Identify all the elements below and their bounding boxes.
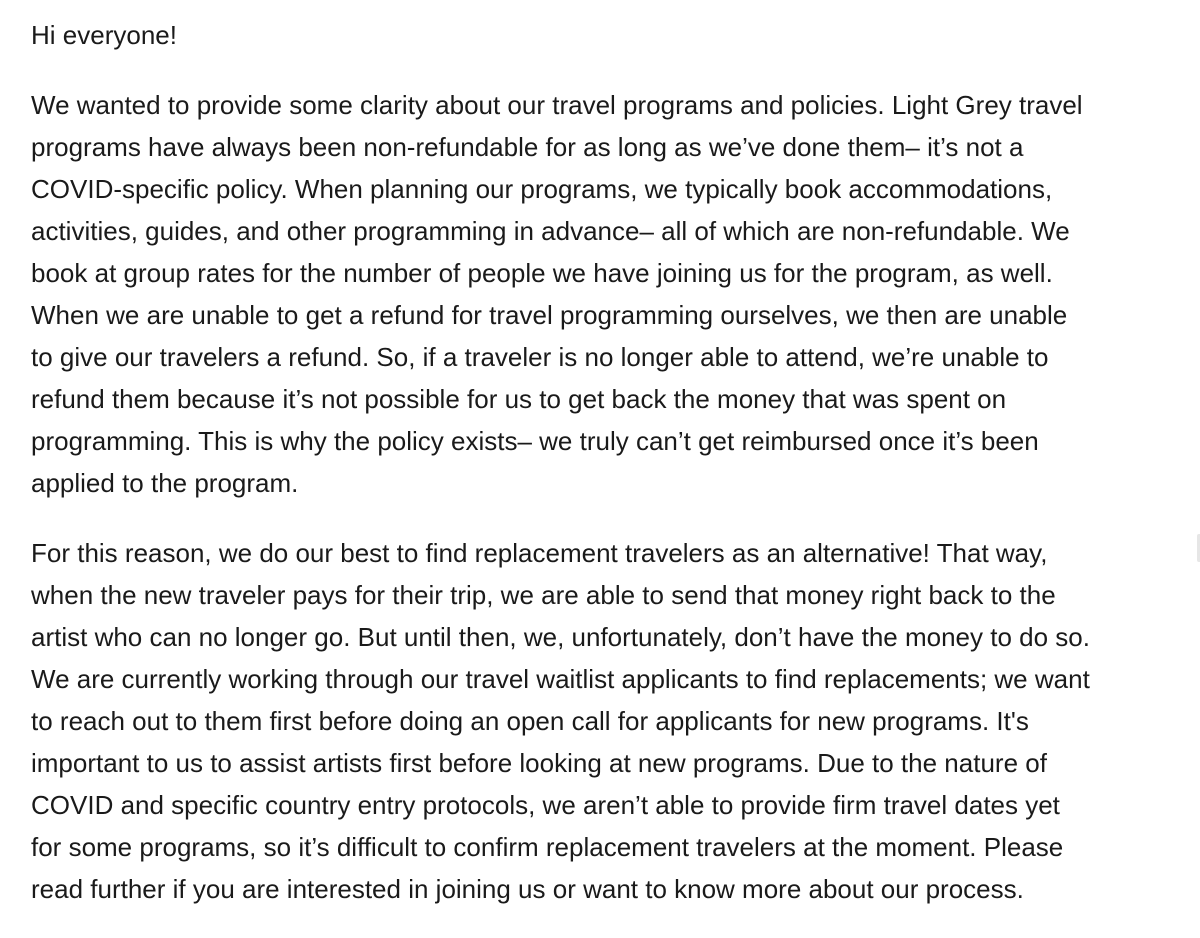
- text-line: When we are unable to get a refund for travel programming ourselves, we then are unable: [31, 300, 1068, 330]
- text-line: COVID and specific country entry protocols, we aren’t able to provide firm travel dates yet: [31, 790, 1060, 820]
- text-line: for some programs, so it’s difficult to confirm replacement travelers at the moment. Please: [31, 832, 1064, 862]
- text-line: important to us to assist artists first before looking at new programs. Due to the nature of: [31, 748, 1047, 778]
- text-line: applied to the program.: [31, 468, 299, 498]
- text-line: to give our travelers a refund. So, if a traveler is no longer able to attend, we’re unable to: [31, 342, 1049, 372]
- text-line: artist who can no longer go. But until then, we, unfortunately, don’t have the money to do so.: [31, 622, 1090, 652]
- paragraph-replacements: [31, 532, 1191, 910]
- text-line: refund them because it’s not possible for us to get back the money that was spent on: [31, 384, 1007, 414]
- text-line: COVID-specific policy. When planning our programs, we typically book accommodations,: [31, 174, 1053, 204]
- text-line: programming. This is why the policy exists– we truly can’t get reimbursed once it’s been: [31, 426, 1039, 456]
- text-line: activities, guides, and other programming in advance– all of which are non-refundable. We: [31, 216, 1070, 246]
- text-line: programs have always been non-refundable for as long as we’ve done them– it’s not a: [31, 132, 1024, 162]
- paragraph-policy: [31, 84, 1191, 504]
- text-line: book at group rates for the number of people we have joining us for the program, as well.: [31, 258, 1053, 288]
- greeting-text: Hi everyone!: [31, 20, 177, 50]
- message-body: [31, 14, 1191, 938]
- text-line: We wanted to provide some clarity about our travel programs and policies. Light Grey travel: [31, 90, 1083, 120]
- text-line: For this reason, we do our best to find replacement travelers as an alternative! That way,: [31, 538, 1048, 568]
- text-line: to reach out to them first before doing an open call for applicants for new programs. It's: [31, 706, 1029, 736]
- text-line: We are currently working through our travel waitlist applicants to find replacements; we want: [31, 664, 1090, 694]
- greeting: [31, 14, 1191, 56]
- text-line: when the new traveler pays for their trip, we are able to send that money right back to the: [31, 580, 1056, 610]
- text-line: read further if you are interested in joining us or want to know more about our process.: [31, 874, 1024, 904]
